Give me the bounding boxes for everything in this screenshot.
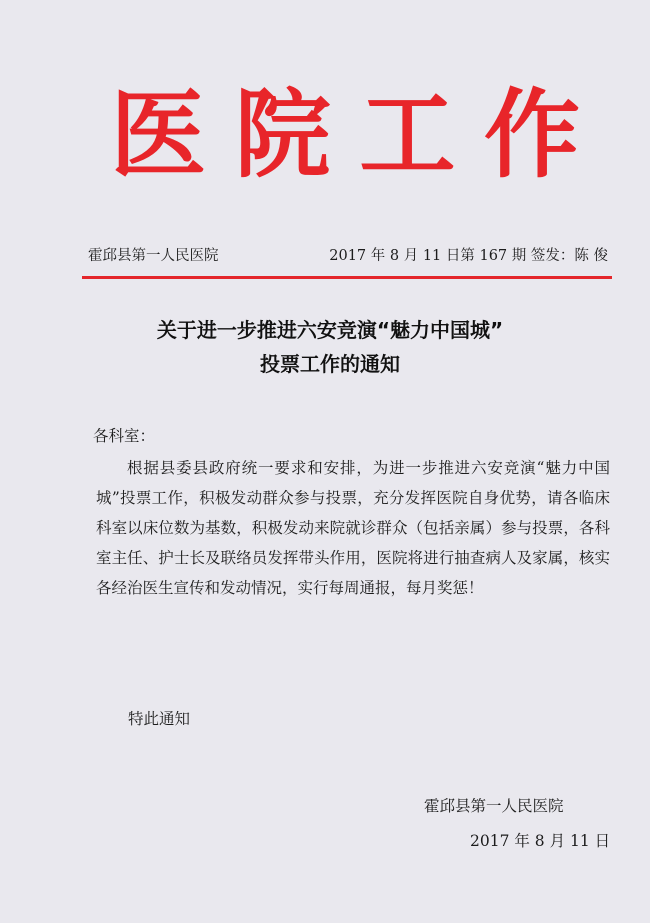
masthead-char: 作 [483, 78, 580, 191]
notice-title-line1: 关于进一步推进六安竞演“魅力中国城” [156, 318, 504, 342]
issuing-org: 霍邱县第一人民医院 [88, 247, 219, 264]
issue-meta: 2017 年 8 月 11 日第 167 期 签发：陈 俊 [329, 247, 608, 264]
red-divider [82, 276, 612, 279]
masthead-title [110, 80, 580, 190]
signature-org: 霍邱县第一人民医院 [424, 797, 564, 815]
signature-date: 2017 年 8 月 11 日 [470, 832, 611, 850]
masthead-char: 院 [234, 78, 331, 191]
notice-title-line2: 投票工作的通知 [260, 352, 400, 376]
salutation: 各科室： [93, 427, 156, 445]
closing-text: 特此通知 [128, 710, 191, 728]
issue-line [88, 240, 608, 268]
masthead-char: 医 [110, 78, 206, 191]
masthead-char: 工 [359, 78, 456, 191]
notice-body: 根据县委县政府统一要求和安排，为进一步推进六安竞演“魅力中国城”投票工作，积极发动群众参与投票，充分发挥医院自身优势，请各临床科室以床位数为基数，积极发动来院就诊群众（包括亲属）参与投票，各科室主任、护士长及联络员发挥带头作用，医院将进行抽查病人及家属，核实各经治医生宣传和发动情况，实行每周通报，每月奖惩！ [96, 459, 610, 597]
